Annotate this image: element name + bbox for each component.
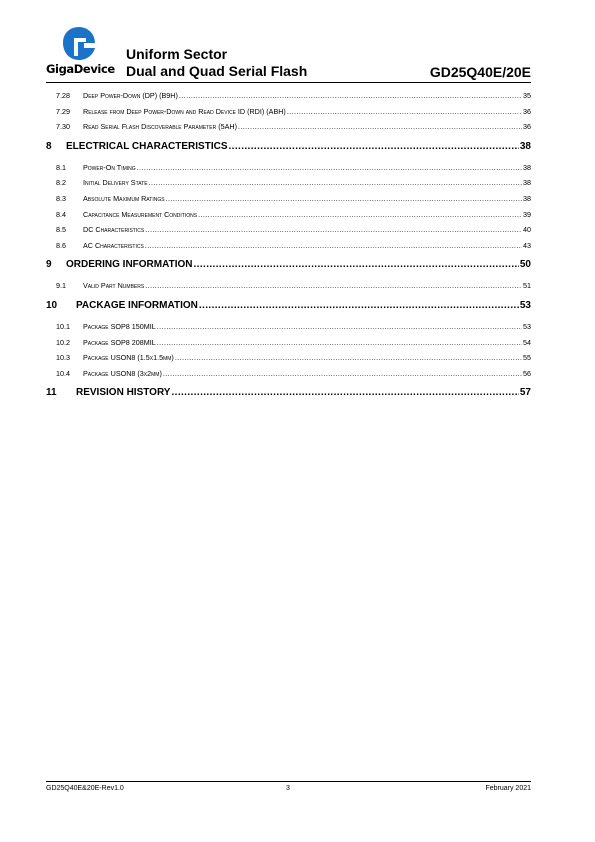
toc-chapter-entry[interactable]: [46, 141, 531, 163]
toc-entry-page: 38: [523, 178, 531, 188]
toc-entry-page: 43: [523, 240, 531, 250]
toc-section-entry[interactable]: [46, 322, 531, 338]
toc-dot-leader: [157, 322, 522, 331]
part-number: GD25Q40E/20E: [429, 64, 531, 80]
toc-entry-number: 7.29: [56, 106, 70, 116]
toc-section-entry[interactable]: [46, 210, 531, 226]
toc-dot-leader: [166, 194, 522, 203]
toc-section-entry[interactable]: [46, 91, 531, 107]
toc-section-entry[interactable]: [46, 122, 531, 138]
toc-entry-page: 55: [523, 353, 531, 363]
toc-entry-page: 56: [523, 368, 531, 378]
toc-entry-number: 7.28: [56, 91, 70, 100]
toc-entry-title: DC Characteristics: [83, 225, 145, 235]
toc-dot-leader: [145, 241, 522, 250]
toc-entry-number: 11: [46, 387, 57, 399]
toc-entry-title: Package USON8 (1.5x1.5mm): [83, 353, 174, 363]
toc-entry-number: 8.6: [56, 240, 66, 250]
toc-entry-title: Package SOP8 150MIL: [83, 321, 156, 331]
toc-section-entry[interactable]: [46, 194, 531, 210]
toc-entry-number: 9: [46, 259, 52, 271]
toc-dot-leader: [287, 107, 522, 116]
toc-entry-page: 54: [523, 337, 531, 347]
toc-dot-leader: [175, 353, 522, 362]
footer-rule: [46, 781, 531, 782]
toc-section-entry[interactable]: [46, 338, 531, 354]
toc-section-entry[interactable]: [46, 353, 531, 369]
toc-entry-number: 10.2: [56, 337, 70, 347]
table-of-contents: [46, 91, 531, 409]
toc-entry-title: Valid Part Numbers: [83, 281, 145, 291]
toc-entry-number: 8.3: [56, 193, 66, 203]
toc-entry-title: Absolute Maximum Ratings: [83, 193, 165, 203]
toc-entry-number: 7.30: [56, 122, 70, 132]
toc-entry-number: 8.2: [56, 178, 66, 188]
toc-section-entry[interactable]: [46, 107, 531, 123]
toc-chapter-entry[interactable]: [46, 259, 531, 281]
toc-entry-title: AC Characteristics: [83, 240, 144, 250]
toc-entry-page: 50: [519, 259, 531, 271]
gigadevice-logo-icon: [62, 26, 96, 62]
toc-entry-number: 10.4: [56, 368, 70, 378]
toc-chapter-entry[interactable]: [46, 387, 531, 409]
toc-entry-page: 38: [519, 140, 531, 152]
page-header: [46, 24, 531, 80]
toc-section-entry[interactable]: [46, 281, 531, 297]
footer-doc-id: GD25Q40E&20E-Rev1.0: [46, 785, 124, 792]
gigadevice-logo: [46, 24, 122, 80]
toc-entry-title: Package SOP8 208MIL: [83, 337, 156, 347]
toc-entry-number: 8.5: [56, 225, 66, 235]
toc-section-entry[interactable]: [46, 369, 531, 385]
toc-dot-leader: [163, 369, 522, 378]
toc-dot-leader: [171, 387, 518, 398]
toc-entry-title: Release from Deep Power-Down and Read Device ID (RDI) (ABH): [83, 106, 286, 116]
toc-entry-page: 39: [523, 209, 531, 219]
toc-section-entry[interactable]: [46, 225, 531, 241]
toc-entry-title: Initial Delivery State: [83, 178, 148, 188]
toc-section-entry[interactable]: [46, 241, 531, 257]
toc-dot-leader: [193, 259, 518, 270]
toc-entry-page: 35: [523, 91, 531, 100]
toc-dot-leader: [145, 225, 522, 234]
logo-wordmark: GigaDevice: [46, 62, 115, 76]
toc-dot-leader: [145, 281, 522, 290]
toc-entry-page: 57: [519, 387, 531, 399]
toc-entry-page: 53: [519, 299, 531, 311]
toc-chapter-entry[interactable]: [46, 300, 531, 322]
toc-entry-title: ELECTRICAL CHARACTERISTICS: [66, 140, 228, 152]
toc-dot-leader: [149, 178, 522, 187]
toc-entry-page: 38: [523, 162, 531, 172]
toc-entry-title: Power-On Timing: [83, 162, 136, 172]
toc-entry-page: 53: [523, 321, 531, 331]
toc-dot-leader: [238, 122, 522, 131]
document-title-line1: Uniform Sector: [126, 46, 228, 62]
toc-section-entry[interactable]: [46, 163, 531, 179]
toc-dot-leader: [199, 300, 519, 311]
footer-page-number: 3: [286, 785, 290, 792]
toc-entry-number: 8.1: [56, 162, 66, 172]
toc-entry-page: 36: [523, 122, 531, 132]
toc-entry-title: Read Serial Flash Discoverable Parameter (5AH): [83, 122, 237, 132]
toc-entry-page: 38: [523, 193, 531, 203]
toc-section-entry[interactable]: [46, 178, 531, 194]
toc-dot-leader: [228, 141, 518, 152]
toc-entry-number: 10.1: [56, 321, 70, 331]
footer-date: February 2021: [485, 785, 531, 792]
toc-dot-leader: [198, 210, 522, 219]
document-title-line2: Dual and Quad Serial Flash: [126, 63, 308, 79]
toc-entry-number: 8.4: [56, 209, 66, 219]
toc-entry-title: REVISION HISTORY: [76, 387, 171, 399]
toc-entry-page: 51: [523, 281, 531, 291]
toc-dot-leader: [137, 163, 522, 172]
toc-dot-leader: [157, 338, 522, 347]
toc-entry-title: ORDERING INFORMATION: [66, 259, 193, 271]
toc-dot-leader: [179, 91, 522, 100]
toc-entry-title: Deep Power-Down (DP) (B9H): [83, 91, 178, 100]
toc-entry-number: 9.1: [56, 281, 66, 291]
toc-entry-page: 36: [523, 106, 531, 116]
toc-entry-number: 8: [46, 140, 52, 152]
toc-entry-number: 10: [46, 299, 58, 311]
toc-entry-title: PACKAGE INFORMATION: [76, 299, 198, 311]
toc-entry-page: 40: [523, 225, 531, 235]
toc-entry-title: Package USON8 (3x2mm): [83, 368, 162, 378]
toc-entry-title: Capacitance Measurement Conditions: [83, 209, 198, 219]
header-rule: [46, 82, 531, 83]
toc-entry-number: 10.3: [56, 353, 70, 363]
